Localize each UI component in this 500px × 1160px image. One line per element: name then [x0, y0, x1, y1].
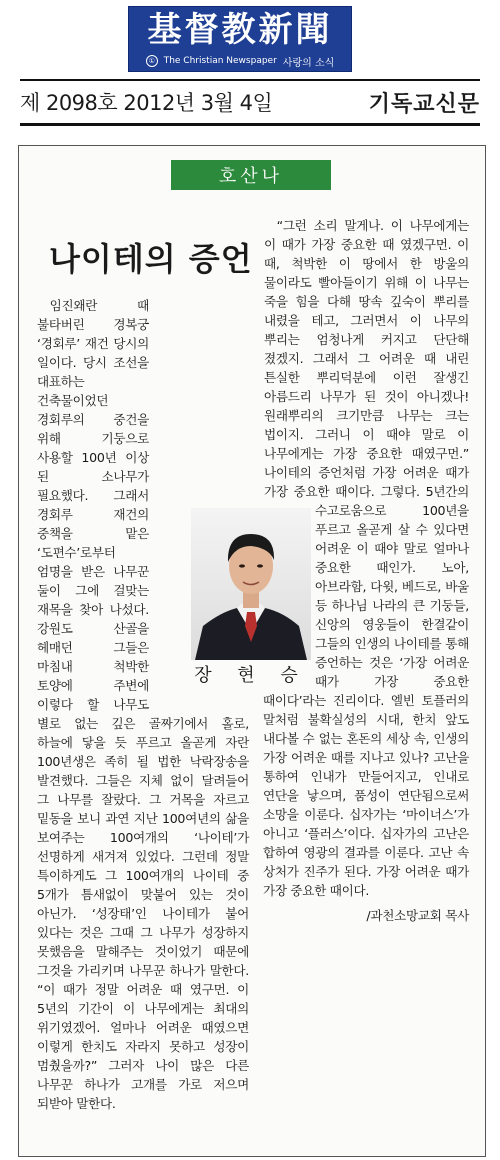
- article-headline: 나이테의 증언: [49, 240, 253, 278]
- article-column-left: [37, 296, 249, 1113]
- emblem-icon: ①: [146, 55, 158, 67]
- masthead-slogan: 사랑의 소식: [282, 57, 335, 69]
- masthead-subtitle-row: [129, 53, 351, 69]
- dateline-bottom-rule: [20, 123, 480, 126]
- article-paragraph-2: “그런 소리 말게나. 이 나무에게는 이 때가 가장 중요한 때 였겠구먼. 이 때, 척박한 이 땅에서 한 방울의 물이라도 빨아들이기 위해 이 나무는 죽을 힘을 다해 땅속 깊숙이 뿌리를 내렸을 테고, 그러면서 이 나무의 뿌리는 엄청나게 커지고 단단해 졌겠지. 그래서 그 어려운 때 내린 튼실한 뿌리덕분에 이런 잘생긴 아름드리 나무가 된 것이 아니겠나! 원래뿌리의 크기만큼 나무는 크는 법이지. 그러니 이 때야 말로 이 나무에게는 가장 중요한 때였구먼.” 나이테의 증언처럼 가장 어려운 때가 가장 중요한 때이다. 그렇다. 5년간의 수고로움으로 100년을 푸르고 올곧게 살 수 있다면 어려운 이 때야 말로 얼마나 중요한 때인가. 노아, 아브라함, 다윗, 베드로, 바울 등 하나님 나라의 큰 기둥들, 신앙의 영웅들이 한결같이 그들의 인생의 나이테를 통해 증언하는 것은 ‘가장 어려운 때가 가장 중요한 때이다’라는 진리이다. 엘빈 토플러의 말처럼 불확실성의 시대, 한치 앞도 내다볼 수 없는 혼돈의 세상 속, 인생의 가장 어려운 때를 지나고 있나? 고난을 통하여 인내가 만들어지고, 인내로 연단을 낳으며, 품성이 연단됨으로써 소망을 이룬다. 십자가는 ‘마이너스’가 아니고 ‘플러스’이다. 십자가의 고난은 합하여 영광의 결과를 이룬다. 고난 속 상처가 진주가 된다. 가장 어려운 때가 가장 중요한 때이다.: [263, 218, 469, 898]
- dateline-top-rule: [20, 79, 480, 81]
- article-clipping: [18, 145, 486, 1157]
- dateline: [20, 82, 480, 122]
- masthead-logo: [128, 6, 352, 72]
- author-byline: 장 현 승: [194, 665, 308, 686]
- author-signature: /과천소망교회 목사: [366, 908, 469, 923]
- masthead-subtitle: The Christian Newspaper: [163, 56, 277, 66]
- section-label: 호산나: [171, 160, 331, 190]
- issue-date: 제 2098호 2012년 3월 4일: [20, 91, 273, 115]
- paper-name: 기독교신문: [368, 91, 480, 117]
- masthead-title: 基督教新聞: [147, 10, 333, 50]
- author-portrait-image: [191, 508, 311, 660]
- article-paragraph-1: 임진왜란 때 불타버린 경복궁 ‘경회루’ 재건 당시의 일이다. 당시 조선을 대표하는 건축물이었던 경회루의 중건을 위해 기둥으로 사용할 100년 이상 된 소나무가 필요했다. 그래서 경회루 재건의 중책을 맡은 ‘도편수’로부터 엄명을 받은 나무꾼 둘이 그에 걸맞는 재목을 찾아 나섰다. 강원도 산골을 헤매던 그들은 마침내 척박한 토양에 주변에 이렇다 할 나무도 별로 없는 깊은 골짜기에서 홀로, 하늘에 닿을 듯 푸르고 올곧게 자란 100년생은 족히 될 법한 낙락장송을 발견했다. 그들은 지체 없이 달려들어 그 나무를 잘랐다. 그 거목을 자르고 밑동을 보니 과연 지난 100여년의 삶을 보여주는 100여개의 ‘나이테’가 선명하게 새겨져 있었다. 그런데 정말 특이하게도 그 100여개의 나이테 중 5개가 틈새없이 맞붙어 있는 것이 아닌가. ‘성장태’인 나이테가 붙어 있다는 것은 그때 그 나무가 성장하지 못했음을 말해주는 것이었기 때문에 그것을 가리키며 나무꾼 하나가 말한다. “이 때가 정말 어려운 때 였구먼. 이 5년의 기간이 이 나무에게는 최대의 위기였겠어. 얼마나 어려운 때였으면 이렇게 한치도 자라지 못하고 성장이 멈췄을까?” 그러자 나이 많은 다른 나무꾼 하나가 고개를 가로 저으며 되받아 말한다.: [37, 298, 249, 1111]
- author-photo-block: [191, 508, 311, 692]
